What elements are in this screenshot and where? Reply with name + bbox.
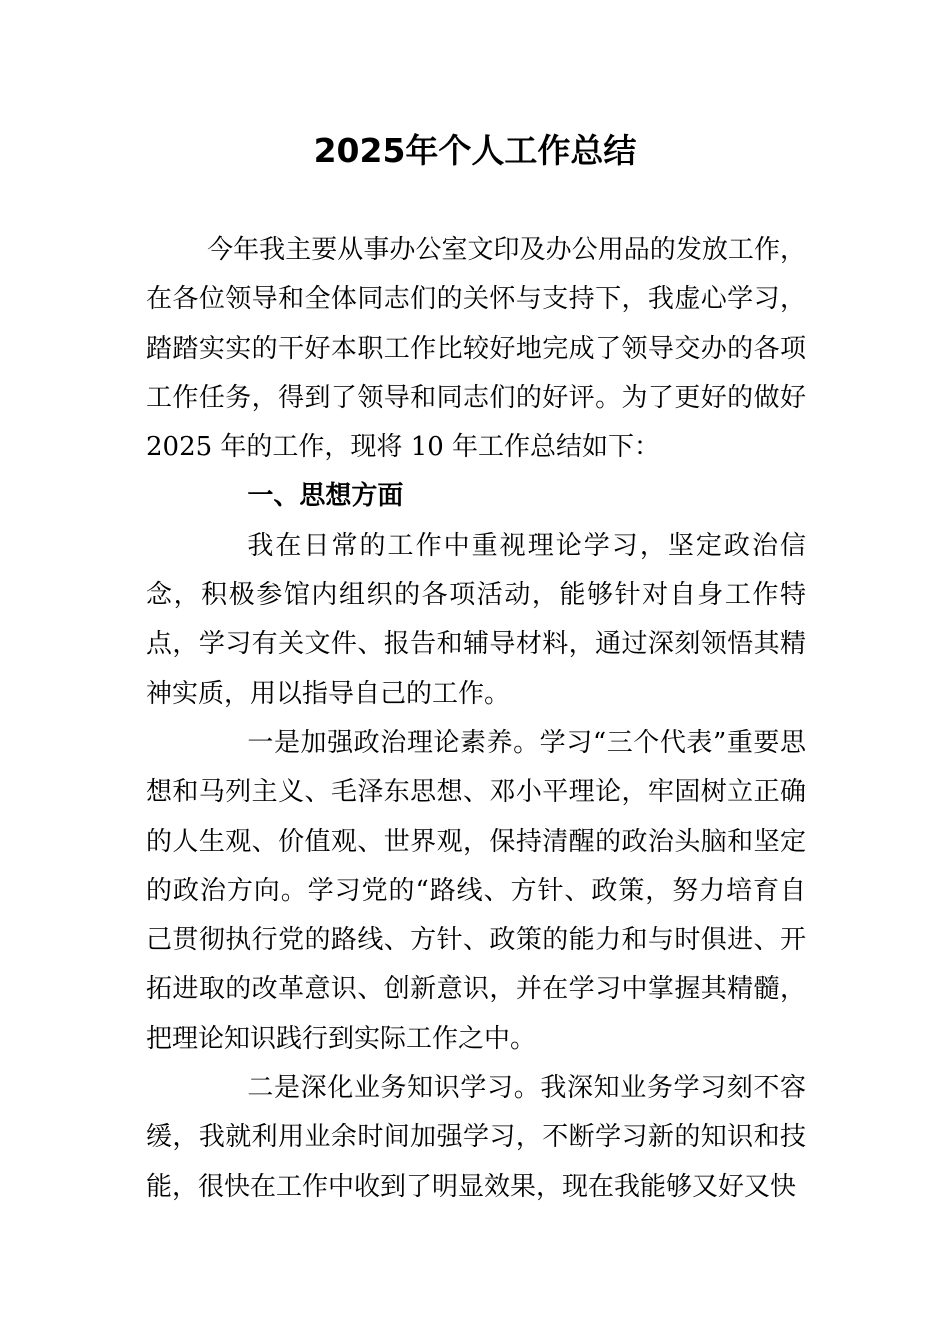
section-heading: 一、思想方面 <box>247 481 404 512</box>
page-title: 2025年个人工作总结 <box>313 131 637 170</box>
document-body <box>146 226 806 1212</box>
body-paragraph: 一是加强政治理论素养。学习“三个代表”重要思想和马列主义、毛泽东思想、邓小平理论，牢固树立正确的人生观、价值观、世界观，保持清醒的政治头脑和坚定的政治方向。学习党的“路线、方针、政策，努力培育自己贯彻执行党的路线、方针、政策的能力和与时俱进、开拓进取的改革意识、创新意识，并在学习中掌握其精髓，把理论知识践行到实际工作之中。 <box>146 727 806 1054</box>
intro-paragraph: 今年我主要从事办公室文印及办公用品的发放工作，在各位领导和全体同志们的关怀与支持下，我虚心学习，踏踏实实的干好本职工作比较好地完成了领导交办的各项工作任务，得到了领导和同志们的好评。为了更好的做好 2025 年的工作，现将 10 年工作总结如下： <box>146 235 806 463</box>
body-paragraph: 二是深化业务知识学习。我深知业务学习刻不容缓，我就利用业余时间加强学习，不断学习新的知识和技能，很快在工作中收到了明显效果，现在我能够又好又快 <box>146 1073 806 1202</box>
body-paragraph: 我在日常的工作中重视理论学习，坚定政治信念，积极参馆内组织的各项活动，能够针对自身工作特点，学习有关文件、报告和辅导材料，通过深刻领悟其精神实质，用以指导自己的工作。 <box>146 530 806 709</box>
